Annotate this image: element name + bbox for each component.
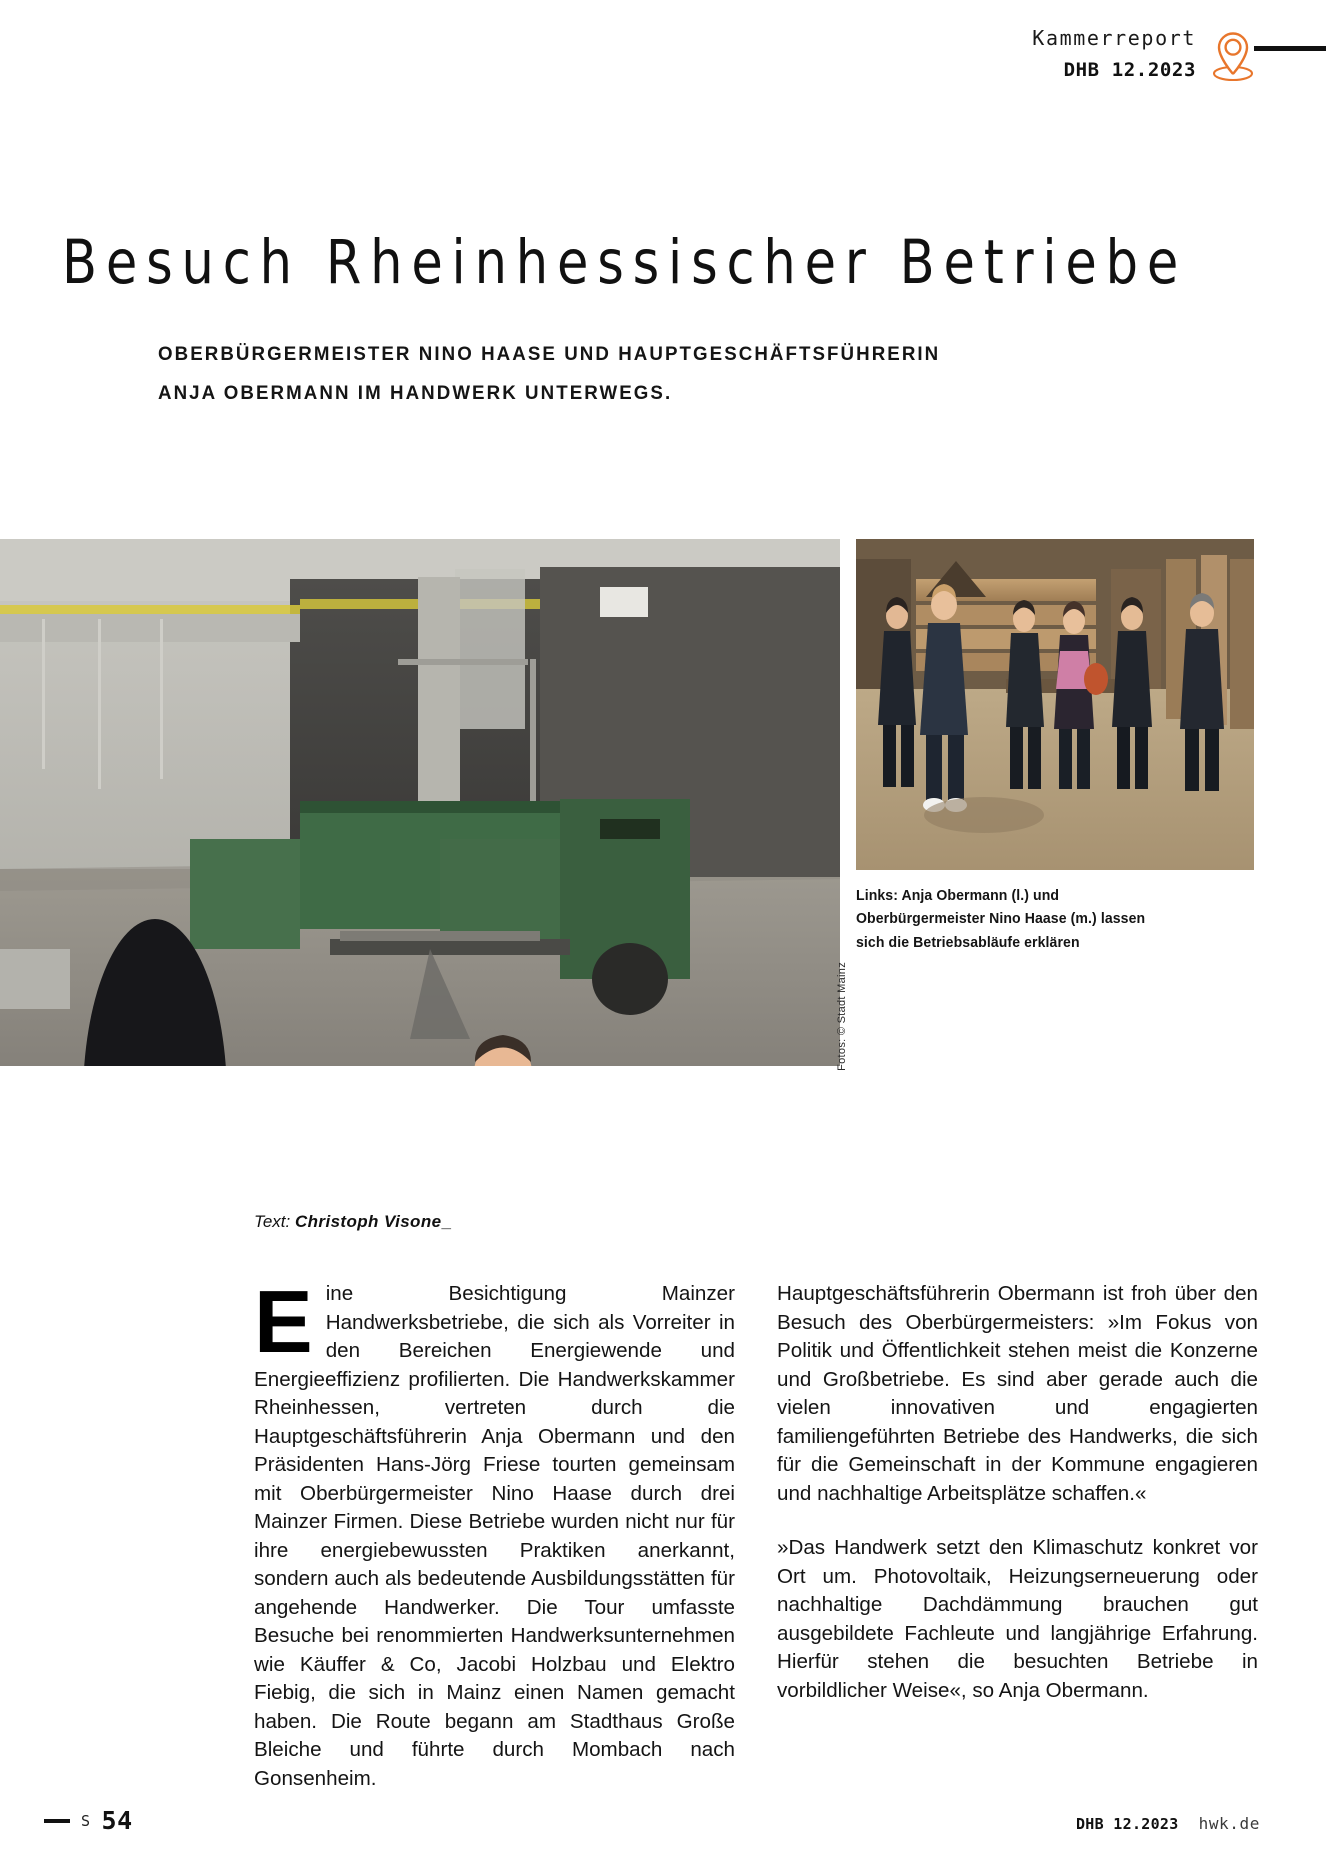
footer-dash-rule [44,1819,70,1823]
byline-label: Text: [254,1212,291,1231]
page-subtitle [158,335,1218,413]
article-paragraph: Hauptgeschäftsführerin Obermann ist froh über den Besuch des Oberbürgermeisters: »Im Fokus von Politik und Öffentlichkeit stehen meist die Konzerne und Großbetriebe. Es sind aber gerade auch die vielen innovativen und engagierten familiengeführten Betriebe des Handwerks, die sich für die Gemeinschaft in der Kommune engagieren und nachhaltige Arbeitsplätze schaffen.« [777,1282,1258,1505]
photo-caption: Links: Anja Obermann (l.) und Oberbürgermeister Nino Haase (m.) lassen sich die Betriebsabläufe erklären [856,888,1146,951]
footer-website-label[interactable]: hwk.de [1198,1814,1260,1833]
page-title: Besuch Rheinhessischer Betriebe [62,227,1188,298]
header-text-group [1032,26,1196,82]
page-footer [0,1798,1326,1858]
header-rule [1254,46,1326,51]
article-column-right [777,1280,1258,1793]
location-pin-icon [1210,28,1256,91]
page-subtitle-line-1: OBERBÜRGERMEISTER NINO HAASE UND HAUPTGESCHÄFTSFÜHRERIN [158,343,941,365]
page-subtitle-line-2: ANJA OBERMANN IM HANDWERK UNTERWEGS. [158,382,673,404]
side-photo [856,539,1254,870]
header-issue-label: DHB 12.2023 [1063,58,1196,81]
footer-issue-label: DHB 12.2023 [1075,1815,1179,1833]
footer-left-group [44,1806,133,1835]
article-column-left [254,1272,735,1793]
article-paragraph: Eine Besichtigung Mainzer Handwerksbetriebe, die sich als Vorreiter in den Bereichen Energiewende und Energieeffizienz profilierten. Die Handwerkskammer Rheinhessen, vertreten durch die Hauptgeschäftsführerin Anja Obermann und den Präsidenten Hans-Jörg Friese tourten gemeinsam mit Oberbürgermeister Nino Haase durch drei Mainzer Firmen. Diese Betriebe wurden nicht nur für ihre energiebewussten Praktiken anerkannt, sondern auch als bedeutende Ausbildungsstätten für angehende Handwerker. Die Tour umfasste Besuche bei renommierten Handwerksunternehmen wie Käuffer & Co, Jacobi Holzbau und Elektro Fiebig, die sich in Mainz einen Namen gemacht haben. Die Route begann am Stadthaus Große Bleiche und führte durch Mombach nach Gonsenheim. [254,1272,735,1790]
byline [254,1212,451,1232]
page-header [0,0,1326,120]
article-paragraph: »Das Handwerk setzt den Klimaschutz konkret vor Ort um. Photovoltaik, Heizungserneuerung oder nachhaltige Dachdämmung brauchen gut ausgebildete Fachleute und langjährige Erfahrung. Hierfür stehen die besuchten Betriebe in vorbildlicher Weise«, so Anja Obermann. [777,1536,1258,1702]
kammerreport-kicker: Kammerreport [1032,26,1196,50]
footer-right-group [1076,1814,1260,1833]
article-body [254,1272,1258,1793]
byline-dash: _ [441,1212,451,1231]
title-block [62,227,1262,413]
page-number: 54 [101,1806,133,1835]
main-photo [0,539,840,1066]
footer-section-mark: S [81,1811,91,1830]
header-brand-block [1032,26,1256,91]
photo-credit: Fotos: © Stadt Mainz [836,962,848,1071]
byline-author: Christoph Visone [294,1212,442,1231]
